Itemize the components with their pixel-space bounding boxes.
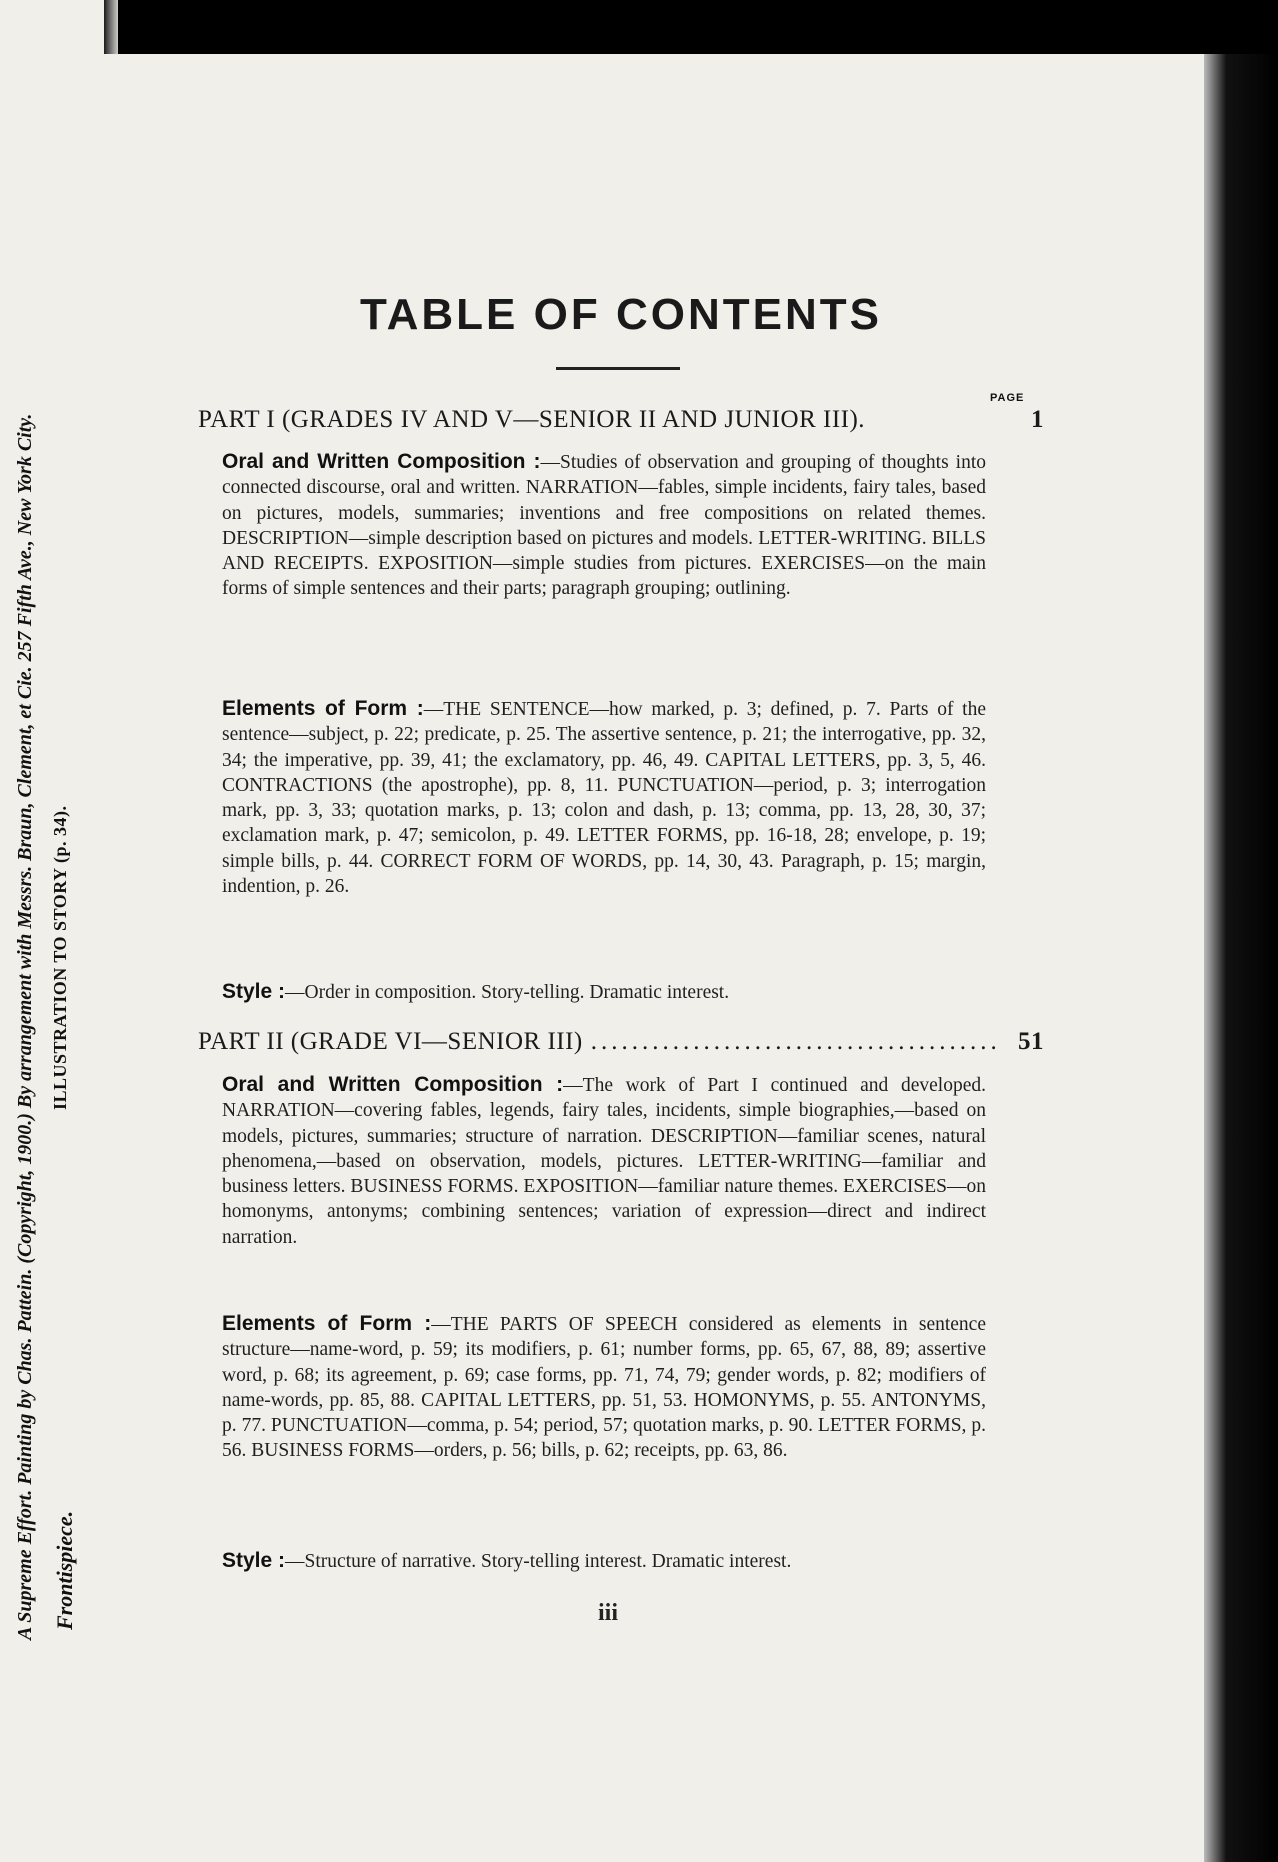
part-page-number: 1 <box>1031 406 1044 433</box>
section-elements-of-form <box>222 696 986 899</box>
section-heading: Oral and Written Composition : <box>222 450 541 473</box>
facing-page-strip <box>0 0 104 1862</box>
part-label: PART II (GRADE VI—SENIOR III) <box>198 1028 583 1055</box>
dot-leader: ........................................ <box>590 1028 1001 1055</box>
frontispiece-caption: A Supreme Effort. Painting by Chas. Pattein. (Copyright, 1900.) By arrangement with Messrs. Braun, Clement, et Cie. 257 Fifth Ave., New York City. <box>14 413 36 1640</box>
part-heading-1 <box>198 406 1044 434</box>
frontispiece-label: Frontispiece. <box>52 1510 77 1630</box>
section-body: —Studies of observation and grouping of thoughts into connected discourse, oral and written. NARRATION—fables, simple incidents, fairy tales, based on pictures, models, summaries; inventions and free compositions on related themes. DESCRIPTION—simple description based on pictures and models. LETTER-WRITING. BILLS AND RECEIPTS. EXPOSITION—simple studies from pictures. EXERCISES—on the main forms of simple sentences and their parts; paragraph grouping; outlining. <box>222 452 986 600</box>
section-style <box>222 979 986 1005</box>
section-composition <box>222 449 986 602</box>
section-style <box>222 1548 986 1574</box>
section-elements-of-form <box>222 1311 986 1464</box>
section-body: —THE PARTS OF SPEECH considered as elements in sentence structure—name-word, p. 59; its modifiers, p. 61; number forms, pp. 65, 67, 88, 89; assertive word, p. 68; its agreement, p. 69; case forms, pp. 71, 74, 79; gender words, p. 82; modifiers of name-words, pp. 85, 88. CAPITAL LETTERS, pp. 51, 53. HOMONYMS, p. 55. ANTONYMS, p. 77. PUNCTUATION—comma, p. 54; period, 57; quotation marks, p. 90. LETTER FORMS, p. 56. BUSINESS FORMS—orders, p. 56; bills, p. 62; receipts, pp. 63, 86. <box>222 1314 986 1462</box>
title-rule <box>556 367 680 370</box>
section-composition <box>222 1072 986 1250</box>
section-body: —The work of Part I continued and developed. NARRATION—covering fables, legends, fairy tales, incidents, simple biographies,—based on models, pictures, summaries; structure of narration. DESCRIPTION—familiar scenes, natural phenomena,—based on observation, models, pictures. LETTER-WRITING—familiar and business letters. BUSINESS FORMS. EXPOSITION—familiar nature themes. EXERCISES—on homonyms, antonyms; combining sentences; variation of expression—direct and indirect narration. <box>222 1075 986 1248</box>
section-body: —Structure of narrative. Story-telling interest. Dramatic interest. <box>285 1551 792 1572</box>
part-label: PART I (GRADES IV AND V—SENIOR II AND JUNIOR III). <box>198 406 866 433</box>
section-body: —Order in composition. Story-telling. Dramatic interest. <box>285 982 730 1003</box>
page-column-label: PAGE <box>990 392 1025 404</box>
part-page-number: 51 <box>1018 1028 1044 1055</box>
section-heading: Elements of Form : <box>222 697 424 720</box>
page-folio: iii <box>598 1600 619 1626</box>
illustration-caption: ILLUSTRATION TO STORY (p. 34). <box>50 805 70 1110</box>
section-heading: Style : <box>222 1549 286 1572</box>
section-heading: Oral and Written Composition : <box>222 1073 564 1096</box>
section-heading: Style : <box>222 980 286 1003</box>
section-body: —THE SENTENCE—how marked, p. 3; defined, p. 7. Parts of the sentence—subject, p. 22; predicate, p. 25. The assertive sentence, p. 21; the interrogative, pp. 32, 34; the imperative, pp. 39, 41; the exclamatory, pp. 46, 49. CAPITAL LETTERS, pp. 3, 5, 46. CONTRACTIONS (the apostrophe), pp. 8, 11. PUNCTUATION—period, p. 3; interrogation mark, pp. 3, 33; quotation marks, p. 13; colon and dash, p. 13; comma, pp. 13, 28, 30, 37; exclamation mark, p. 47; semicolon, p. 49. LETTER FORMS, pp. 16-18, 28; envelope, p. 19; simple bills, p. 44. CORRECT FORM OF WORDS, pp. 14, 30, 43. Paragraph, p. 15; margin, indention, p. 26. <box>222 699 986 898</box>
section-heading: Elements of Form : <box>222 1312 432 1335</box>
page-title: TABLE OF CONTENTS <box>360 290 882 339</box>
part-heading-2 <box>198 1028 1044 1056</box>
page-edge <box>1204 54 1278 1862</box>
